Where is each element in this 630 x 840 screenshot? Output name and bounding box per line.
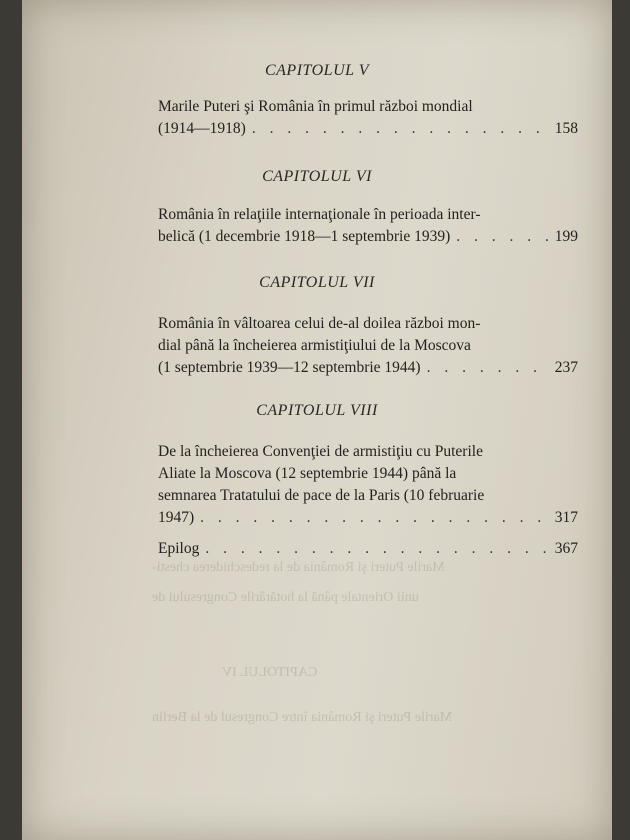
entry-line: (1914—1918) [158, 120, 246, 137]
show-through-text: Marile Puteri şi România între Congresul de la Berlin [152, 710, 453, 725]
entry-line: De la încheierea Convenţiei de armistiţiu cu Puterile [158, 443, 483, 460]
leader-dots [252, 118, 549, 140]
entry-line: belică (1 decembrie 1918—1 septembrie 1939) [158, 228, 451, 245]
page-number: 158 [554, 120, 578, 137]
entry-line: România în vâltoarea celui de-al doilea război mon- [158, 315, 481, 332]
chapter-heading: CAPITOLUL VIII [256, 402, 378, 419]
leader-dots [427, 357, 549, 379]
epilog-label: Epilog [158, 540, 200, 557]
entry-line: dial până la încheierea armistiţiului de la Moscova [158, 337, 471, 354]
entry-line: 1947) [158, 509, 195, 526]
entry-line: Aliate la Moscova (12 septembrie 1944) până la [158, 465, 457, 482]
toc-entry-epilog [158, 538, 578, 560]
entry-line: Marile Puteri şi România în primul război mondial [158, 98, 473, 115]
chapter-heading: CAPITOLUL VII [259, 274, 375, 291]
page-number: 237 [554, 359, 578, 376]
show-through-text: CAPITOLUL IV [222, 665, 318, 680]
toc-entry [158, 96, 578, 140]
toc-entry [158, 204, 578, 248]
entry-line: semnarea Tratatului de pace de la Paris (10 februarie [158, 487, 485, 504]
page-number: 367 [554, 540, 578, 557]
show-through-text: unii Orientale până la hotărârile Congresului de [152, 590, 419, 605]
chapter-heading: CAPITOLUL V [264, 62, 370, 79]
entry-line: România în relaţiile internaţionale în perioada inter- [158, 206, 481, 223]
page-number: 199 [554, 228, 578, 245]
show-through-text: Marile Puteri şi România de la redeschiderea chesti- [152, 560, 445, 575]
toc-entry [158, 313, 578, 379]
leader-dots [200, 507, 549, 529]
leader-dots [205, 538, 548, 560]
chapter-heading: CAPITOLUL VI [262, 168, 372, 185]
entry-line: (1 septembrie 1939—12 septembrie 1944) [158, 359, 421, 376]
leader-dots [456, 226, 549, 248]
toc-entry [158, 441, 578, 529]
book-page [22, 0, 612, 840]
page-number: 317 [554, 509, 578, 526]
